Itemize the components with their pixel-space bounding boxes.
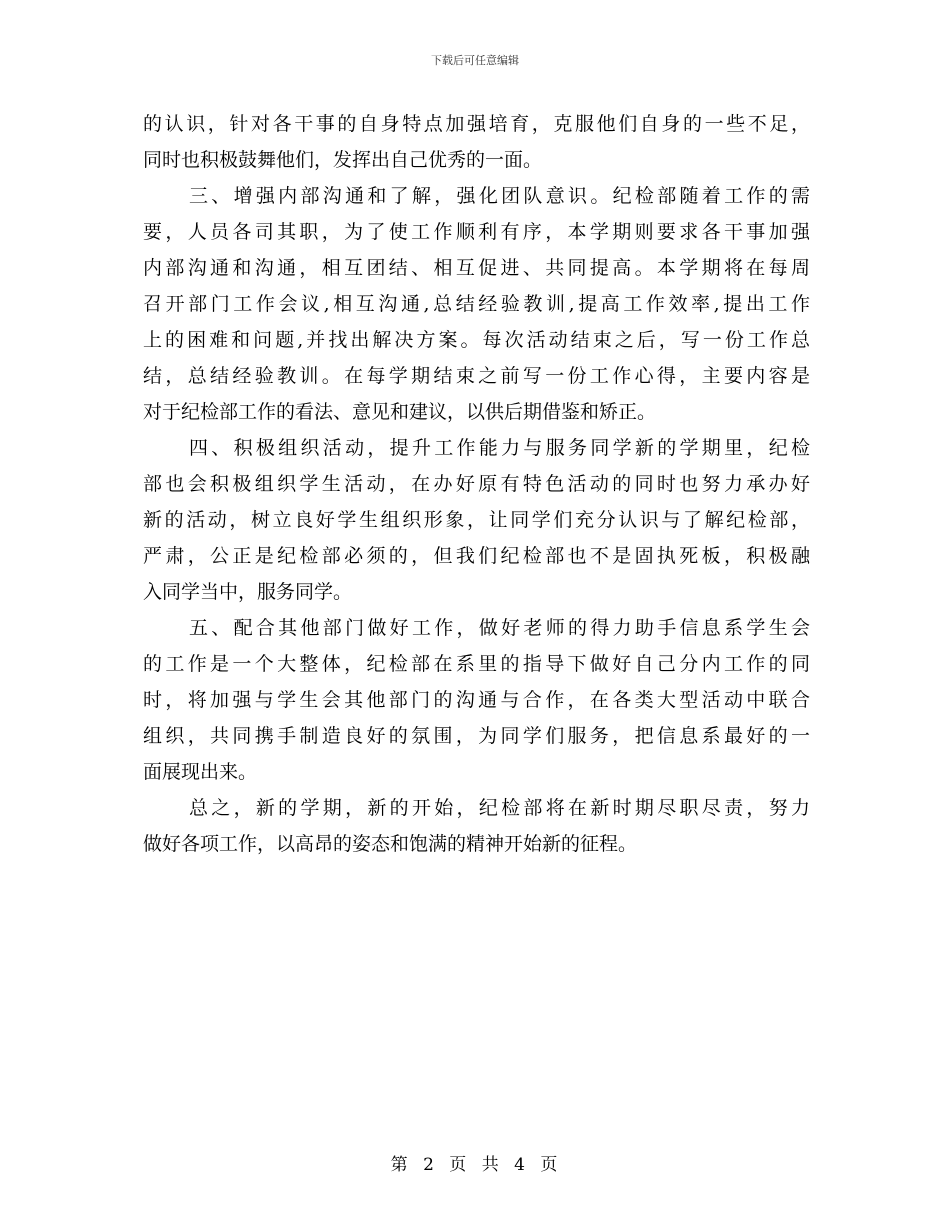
text-line: 上的困难和问题,并找出解决方案。每次活动结束之后，写一份工作总 [143, 329, 810, 351]
text-line: 五、配合其他部门做好工作，做好老师的得力助手信息系学生会 [189, 617, 810, 639]
document-body [143, 106, 810, 862]
text-line: 组织，共同携手制造良好的氛围，为同学们服务，把信息系最好的一 [143, 725, 810, 747]
text-line: 入同学当中，服务同学。 [143, 581, 353, 603]
page-number: 第 2 页 共 4 页 [390, 1155, 560, 1175]
text-line: 结，总结经验教训。在每学期结束之前写一份工作心得，主要内容是 [143, 365, 810, 387]
paragraph [143, 610, 810, 790]
paragraph [143, 178, 810, 430]
paragraph [143, 430, 810, 610]
text-line: 四、积极组织活动，提升工作能力与服务同学新的学期里，纪检 [189, 437, 810, 459]
text-line: 总之，新的学期，新的开始，纪检部将在新时期尽职尽责，努力 [189, 797, 810, 819]
text-line: 的工作是一个大整体，纪检部在系里的指导下做好自己分内工作的同 [143, 653, 810, 675]
text-line: 要，人员各司其职，为了使工作顺利有序，本学期则要求各干事加强 [143, 221, 810, 243]
text-line: 部也会积极组织学生活动，在办好原有特色活动的同时也努力承办好 [143, 473, 810, 495]
paragraph [143, 106, 810, 178]
paragraph [143, 790, 810, 862]
text-line: 同时也积极鼓舞他们，发挥出自己优秀的一面。 [143, 149, 543, 171]
text-line: 面展现出来。 [143, 761, 258, 783]
text-line: 召开部门工作会议,相互沟通,总结经验教训,提高工作效率,提出工作 [143, 293, 810, 315]
text-line: 的认识，针对各干事的自身特点加强培育，克服他们自身的一些不足， [143, 113, 810, 135]
text-line: 新的活动，树立良好学生组织形象，让同学们充分认识与了解纪检部， [143, 509, 810, 531]
text-line: 内部沟通和沟通，相互团结、相互促进、共同提高。本学期将在每周 [143, 257, 810, 279]
text-line: 对于纪检部工作的看法、意见和建议，以供后期借鉴和矫正。 [143, 401, 657, 423]
text-line: 严肃，公正是纪检部必须的，但我们纪检部也不是固执死板，积极融 [143, 545, 810, 567]
text-line: 三、增强内部沟通和了解，强化团队意识。纪检部随着工作的需 [189, 185, 810, 207]
text-line: 做好各项工作，以高昂的姿态和饱满的精神开始新的征程。 [143, 833, 638, 855]
text-line: 时，将加强与学生会其他部门的沟通与合作，在各类大型活动中联合 [143, 689, 810, 711]
page-header-note: 下载后可任意编辑 [431, 54, 519, 67]
